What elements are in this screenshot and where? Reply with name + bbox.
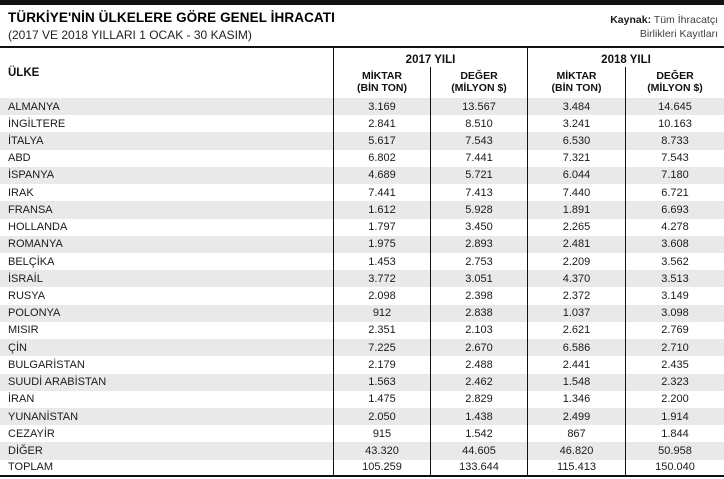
value-2018-cell: 2.435 [625, 356, 724, 373]
country-cell: İTALYA [8, 135, 44, 148]
page-subtitle: (2017 VE 2018 YILLARI 1 OCAK - 30 KASIM) [8, 28, 252, 42]
value-2018-cell: 150.040 [625, 460, 724, 475]
value-2018-cell: 3.562 [625, 253, 724, 270]
value-2018-cell: 3.149 [625, 287, 724, 304]
value-2017-cell: 7.543 [430, 132, 527, 149]
value-2017-cell: 1.542 [430, 425, 527, 442]
table-row [0, 270, 724, 287]
source-text-1: Tüm İhracatçı [651, 14, 718, 26]
value-2017-cell: 2.103 [430, 322, 527, 339]
country-cell: ROMANYA [8, 238, 63, 251]
amount-2018-cell: 2.441 [527, 356, 625, 373]
country-cell: DİĞER [8, 444, 43, 457]
table-row [0, 442, 724, 459]
table-row [0, 132, 724, 149]
amount-2018-cell: 115.413 [527, 460, 625, 475]
value-2018-cell: 2.769 [625, 322, 724, 339]
column-header-value-2017 [430, 67, 527, 98]
amount-2017-cell: 1.563 [333, 374, 430, 391]
country-cell: BELÇİKA [8, 255, 55, 268]
amount-2018-cell: 2.499 [527, 408, 625, 425]
value-2017-cell: 3.450 [430, 219, 527, 236]
country-cell: CEZAYİR [8, 427, 55, 440]
amount-2017-cell: 3.772 [333, 270, 430, 287]
column-group-2017: 2017 YILI [333, 48, 527, 67]
value-label: DEĞER [656, 70, 694, 82]
country-cell: HOLLANDA [8, 221, 68, 234]
value-2018-cell: 4.278 [625, 219, 724, 236]
value-2017-cell: 44.605 [430, 442, 527, 459]
source-line-1 [610, 13, 718, 27]
amount-2017-cell: 4.689 [333, 167, 430, 184]
amount-2017-cell: 912 [333, 305, 430, 322]
amount-2017-cell: 3.169 [333, 98, 430, 115]
value-2018-cell: 2.200 [625, 391, 724, 408]
value-2017-cell: 2.488 [430, 356, 527, 373]
column-header-amount-2017 [333, 67, 430, 98]
amount-2017-cell: 2.351 [333, 322, 430, 339]
amount-2017-cell: 1.612 [333, 201, 430, 218]
table-row [0, 98, 724, 115]
amount-2017-cell: 7.441 [333, 184, 430, 201]
title-block [8, 9, 335, 43]
table-row [0, 115, 724, 132]
amount-2018-cell: 3.484 [527, 98, 625, 115]
value-2018-cell: 10.163 [625, 115, 724, 132]
amount-2018-cell: 46.820 [527, 442, 625, 459]
value-2017-cell: 2.398 [430, 287, 527, 304]
country-cell: İSRAİL [8, 272, 43, 285]
table-row [0, 356, 724, 373]
amount-2017-cell: 43.320 [333, 442, 430, 459]
country-cell: ALMANYA [8, 100, 60, 113]
value-2017-cell: 2.670 [430, 339, 527, 356]
amount-2018-cell: 1.891 [527, 201, 625, 218]
amount-2018-cell: 6.044 [527, 167, 625, 184]
value-2018-cell: 6.721 [625, 184, 724, 201]
value-2018-cell: 8.733 [625, 132, 724, 149]
amount-2017-cell: 1.975 [333, 236, 430, 253]
country-cell: İRAN [8, 393, 35, 406]
table-row [0, 287, 724, 304]
table-row [0, 374, 724, 391]
column-header-amount-2018 [527, 67, 625, 98]
amount-2017-cell: 105.259 [333, 460, 430, 475]
source-line-2: Birlikleri Kayıtları [639, 28, 718, 40]
table-row [0, 201, 724, 218]
amount-2018-cell: 7.321 [527, 150, 625, 167]
amount-2017-cell: 7.225 [333, 339, 430, 356]
amount-2017-cell: 915 [333, 425, 430, 442]
country-cell: YUNANİSTAN [8, 410, 79, 423]
table-header [0, 48, 724, 98]
amount-2018-cell: 2.481 [527, 236, 625, 253]
amount-2017-cell: 2.098 [333, 287, 430, 304]
table-row [0, 322, 724, 339]
amount-2017-cell: 1.453 [333, 253, 430, 270]
value-2018-cell: 3.098 [625, 305, 724, 322]
table-row [0, 236, 724, 253]
amount-2018-cell: 2.265 [527, 219, 625, 236]
value-2017-cell: 5.928 [430, 201, 527, 218]
country-cell: BULGARİSTAN [8, 358, 85, 371]
amount-2017-cell: 1.475 [333, 391, 430, 408]
amount-2018-cell: 2.621 [527, 322, 625, 339]
value-2017-cell: 3.051 [430, 270, 527, 287]
value-2017-cell: 2.462 [430, 374, 527, 391]
value-2018-cell: 1.914 [625, 408, 724, 425]
value-label: DEĞER [460, 70, 498, 82]
amount-label: MİKTAR [361, 70, 403, 82]
column-header-value-2018 [625, 67, 724, 98]
table-row [0, 167, 724, 184]
table-row [0, 150, 724, 167]
table-row [0, 253, 724, 270]
value-2018-cell: 3.513 [625, 270, 724, 287]
table-row [0, 408, 724, 425]
value-2018-cell: 7.543 [625, 150, 724, 167]
amount-2017-cell: 1.797 [333, 219, 430, 236]
value-2017-cell: 1.438 [430, 408, 527, 425]
amount-2017-cell: 2.179 [333, 356, 430, 373]
amount-2018-cell: 6.530 [527, 132, 625, 149]
value-2018-cell: 1.844 [625, 425, 724, 442]
value-2018-cell: 2.710 [625, 339, 724, 356]
amount-2018-cell: 6.586 [527, 339, 625, 356]
table-row [0, 460, 724, 477]
amount-2017-cell: 2.050 [333, 408, 430, 425]
value-2018-cell: 6.693 [625, 201, 724, 218]
value-2017-cell: 2.893 [430, 236, 527, 253]
value-2017-cell: 7.441 [430, 150, 527, 167]
amount-2018-cell: 3.241 [527, 115, 625, 132]
column-header-country: ÜLKE [8, 67, 40, 79]
value-unit: (MİLYON $) [451, 81, 507, 94]
amount-2017-cell: 2.841 [333, 115, 430, 132]
value-2017-cell: 8.510 [430, 115, 527, 132]
value-2017-cell: 13.567 [430, 98, 527, 115]
country-cell: FRANSA [8, 203, 53, 216]
value-2017-cell: 2.838 [430, 305, 527, 322]
table-row [0, 425, 724, 442]
amount-2018-cell: 1.548 [527, 374, 625, 391]
country-cell: ÇİN [8, 341, 27, 354]
country-cell: SUUDİ ARABİSTAN [8, 376, 107, 389]
amount-2018-cell: 7.440 [527, 184, 625, 201]
country-cell: ABD [8, 152, 31, 165]
table-row [0, 391, 724, 408]
amount-2018-cell: 1.037 [527, 305, 625, 322]
table-body [0, 98, 724, 477]
table-row [0, 219, 724, 236]
country-cell: İNGİLTERE [8, 117, 66, 130]
amount-2018-cell: 4.370 [527, 270, 625, 287]
column-group-2018: 2018 YILI [527, 48, 724, 67]
country-cell: TOPLAM [8, 461, 54, 474]
amount-label: MİKTAR [556, 70, 597, 82]
value-unit: (MİLYON $) [647, 81, 703, 94]
masthead [0, 5, 724, 46]
value-2018-cell: 7.180 [625, 167, 724, 184]
page-title: TÜRKİYE'NİN ÜLKELERE GÖRE GENEL İHRACATI [8, 10, 335, 25]
country-cell: RUSYA [8, 290, 46, 303]
table-row [0, 305, 724, 322]
amount-2018-cell: 2.209 [527, 253, 625, 270]
source-label: Kaynak: [610, 14, 652, 26]
amount-2017-cell: 6.802 [333, 150, 430, 167]
amount-2018-cell: 2.372 [527, 287, 625, 304]
table-row [0, 339, 724, 356]
value-2017-cell: 2.829 [430, 391, 527, 408]
country-cell: IRAK [8, 186, 34, 199]
table-row [0, 184, 724, 201]
amount-2018-cell: 867 [527, 425, 625, 442]
amount-2018-cell: 1.346 [527, 391, 625, 408]
value-2017-cell: 5.721 [430, 167, 527, 184]
source-note [610, 9, 718, 41]
value-2017-cell: 7.413 [430, 184, 527, 201]
amount-unit: (BİN TON) [551, 81, 602, 94]
value-2018-cell: 2.323 [625, 374, 724, 391]
value-2018-cell: 50.958 [625, 442, 724, 459]
value-2018-cell: 3.608 [625, 236, 724, 253]
value-2017-cell: 2.753 [430, 253, 527, 270]
amount-2017-cell: 5.617 [333, 132, 430, 149]
amount-unit: (BİN TON) [357, 81, 407, 94]
country-cell: MISIR [8, 324, 39, 337]
country-cell: POLONYA [8, 307, 61, 320]
value-2017-cell: 133.644 [430, 460, 527, 475]
value-2018-cell: 14.645 [625, 98, 724, 115]
country-cell: İSPANYA [8, 169, 55, 182]
